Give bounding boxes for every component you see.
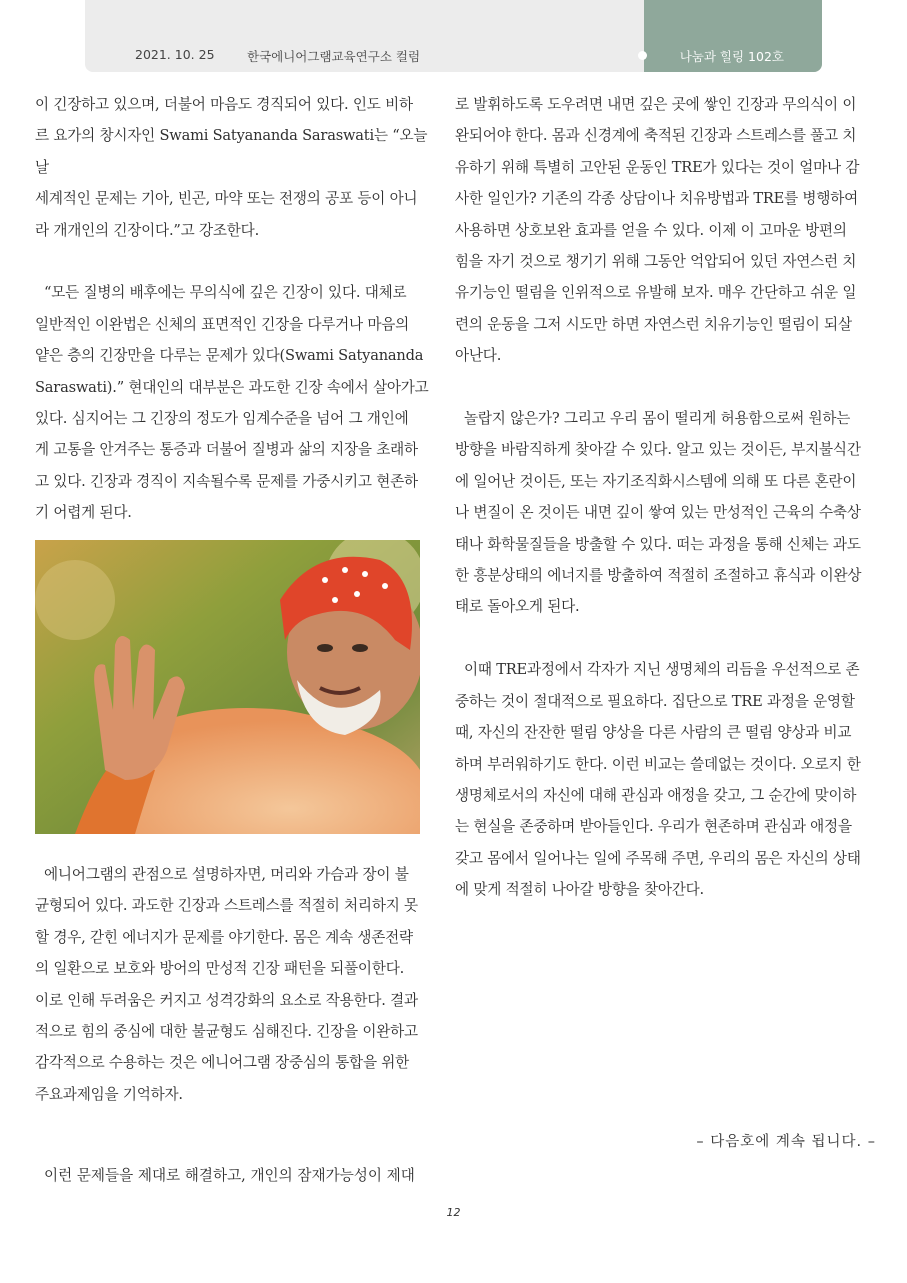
text-line: 에니어그램의 관점으로 설명하자면, 머리와 가슴과 장이 불: [44, 866, 409, 883]
text-line: 세계적인 문제는 기아, 빈곤, 마약 또는 전쟁의 공포 등이 아니: [35, 190, 418, 208]
left-column-after-image: [35, 859, 437, 1110]
text-line: 아난다.: [455, 347, 502, 365]
header-dot-icon: [638, 51, 647, 60]
text-line: 적으로 힘의 중심에 대한 불균형도 심해진다. 긴장을 이완하고: [35, 1023, 418, 1041]
text-line: 있다. 심지어는 그 긴장의 정도가 임계수준을 넘어 그 개인에: [35, 410, 409, 428]
text-line: 나 변질이 온 것이든 내면 깊이 쌓여 있는 만성적인 근육의 수축상: [455, 504, 861, 522]
text-line: 방향을 바람직하게 찾아갈 수 있다. 알고 있는 것이든, 부지불식간: [455, 441, 861, 459]
text-line: 라 개개인의 긴장이다.”고 강조한다.: [35, 221, 260, 239]
text-line: 에 맞게 적절히 나아갈 방향을 찾아간다.: [455, 881, 704, 899]
text-line: 이 긴장하고 있으며, 더불어 마음도 경직되어 있다. 인도 비하: [35, 96, 413, 113]
portrait-illustration: [35, 540, 420, 834]
text-line: 완되어야 한다. 몸과 신경계에 축적된 긴장과 스트레스를 풀고 치: [455, 127, 857, 145]
text-line: 로 발휘하도록 도우려면 내면 깊은 곳에 쌓인 긴장과 무의식이 이: [455, 96, 857, 113]
text-line: 하며 부러워하기도 한다. 이런 비교는 쓸데없는 것이다. 오로지 한: [455, 755, 861, 773]
text-line: 생명체로서의 자신에 대해 관심과 애정을 갖고, 그 순간에 맞이하: [455, 786, 857, 804]
right-column: [455, 89, 875, 906]
text-line: 이로 인해 두려움은 커지고 성격강화의 요소로 작용한다. 결과: [35, 991, 418, 1009]
text-line: 힘을 자기 것으로 챙기기 위해 그동안 억압되어 있던 자연스런 치: [455, 253, 857, 271]
text-line: 유기능인 떨림을 인위적으로 유발해 보자. 매우 간단하고 쉬운 일: [455, 284, 857, 302]
page-header: [85, 0, 822, 72]
text-line: 균형되어 있다. 과도한 긴장과 스트레스를 적절히 처리하지 못: [35, 897, 418, 915]
text-line: 게 고통을 안겨주는 통증과 더불어 질병과 삶의 지장을 초래하: [35, 441, 418, 459]
text-line: 태나 화학물질들을 방출할 수 있다. 떠는 과정을 통해 신체는 과도: [455, 535, 861, 553]
last-line-text: 이런 문제들을 제대로 해결하고, 개인의 잠재가능성이 제대: [44, 1167, 415, 1184]
text-line: 련의 운동을 그저 시도만 하면 자연스런 치유기능인 떨림이 되살: [455, 315, 852, 333]
text-line: 감각적으로 수용하는 것은 에니어그램 장중심의 통합을 위한: [35, 1054, 410, 1072]
text-line: 때, 자신의 잔잔한 떨림 양상을 다른 사람의 큰 떨림 양상과 비교: [455, 724, 852, 742]
paragraph-gap: [455, 372, 875, 403]
text-line: 한 흥분상태의 에너지를 방출하여 적절히 조절하고 휴식과 이완상: [455, 567, 862, 585]
text-line: 이때 TRE과정에서 각자가 지닌 생명체의 리듬을 우선적으로 존: [464, 661, 860, 679]
text-line: 중하는 것이 절대적으로 필요하다. 집단으로 TRE 과정을 운영할: [455, 692, 855, 710]
text-line: 주요과제임을 기억하자.: [35, 1085, 183, 1103]
header-org: 한국에니어그램교육연구소 컬럼: [247, 49, 421, 64]
continuation-note: – 다음호에 계속 됩니다. –: [696, 1134, 876, 1150]
text-line: 갖고 몸에서 일어나는 일에 주목해 주면, 우리의 몸은 자신의 상태: [455, 849, 861, 867]
text-line: 태로 돌아오게 된다.: [455, 598, 580, 616]
text-line: 르 요가의 창시자인 Swami Satyananda Saraswati는 “오늘날: [35, 127, 428, 176]
text-line: 는 현실을 존중하며 받아들인다. 우리가 현존하며 관심과 애정을: [455, 818, 852, 836]
text-line: 기 어렵게 된다.: [35, 504, 132, 522]
text-line: 사용하면 상호보완 효과를 얻을 수 있다. 이제 이 고마운 방편의: [455, 221, 847, 239]
text-line: 유하기 위해 특별히 고안된 운동인 TRE가 있다는 것이 얼마나 감: [455, 158, 860, 176]
text-line: 에 일어난 것이든, 또는 자기조직화시스템에 의해 또 다른 혼란이: [455, 472, 857, 490]
text-line: 얕은 층의 긴장만을 다루는 문제가 있다(Swami Satyananda: [35, 347, 424, 365]
portrait-photo: [35, 540, 420, 834]
text-line: 할 경우, 갇힌 에너지가 문제를 야기한다. 몸은 계속 생존전략: [35, 928, 413, 946]
header-date: 2021. 10. 25: [135, 47, 215, 62]
text-line: 놀랍지 않은가? 그리고 우리 몸이 떨리게 허용함으로써 원하는: [464, 410, 851, 428]
text-line: 사한 일인가? 기존의 각종 상담이나 치유방법과 TRE를 병행하여: [455, 190, 859, 208]
header-issue: 나눔과 힐링 102호: [679, 49, 784, 64]
text-line: Saraswati).” 현대인의 대부분은 과도한 긴장 속에서 살아가고: [35, 378, 429, 396]
text-line: 일반적인 이완법은 신체의 표면적인 긴장을 다루거나 마음의: [35, 315, 410, 333]
paragraph-gap: [35, 246, 437, 277]
left-column: [35, 89, 437, 529]
paragraph-gap: [455, 623, 875, 654]
text-line: 의 일환으로 보호와 방어의 만성적 긴장 패턴을 되풀이한다.: [35, 960, 405, 978]
last-line: [35, 1160, 455, 1191]
text-line: 고 있다. 긴장과 경직이 지속될수록 문제를 가중시키고 현존하: [35, 472, 418, 490]
text-line: “모든 질병의 배후에는 무의식에 깊은 긴장이 있다. 대체로: [44, 284, 407, 302]
page-number: 12: [446, 1206, 461, 1219]
